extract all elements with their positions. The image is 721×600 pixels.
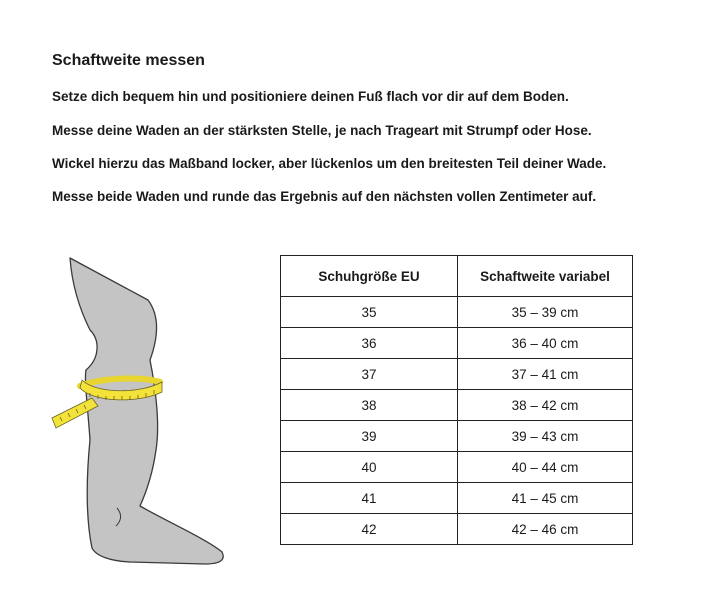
header-shaft-width: Schaftweite variabel [458, 256, 633, 297]
shoe-size-cell: 38 [281, 390, 458, 421]
shaft-width-cell: 36 – 40 cm [458, 328, 633, 359]
header-shoe-size: Schuhgröße EU [281, 256, 458, 297]
shoe-size-cell: 35 [281, 297, 458, 328]
leg-with-measuring-tape-icon [40, 250, 240, 570]
instruction-4: Messe beide Waden und runde das Ergebnis auf den nächsten vollen Zentimeter auf. [52, 189, 597, 204]
shoe-size-cell: 36 [281, 328, 458, 359]
shaft-width-cell: 40 – 44 cm [458, 452, 633, 483]
table-row [281, 421, 633, 452]
page-title: Schaftweite messen [52, 52, 205, 69]
table-row [281, 359, 633, 390]
shaft-width-cell: 38 – 42 cm [458, 390, 633, 421]
table-header-row [281, 256, 633, 297]
shoe-size-cell: 39 [281, 421, 458, 452]
leg-silhouette [70, 258, 223, 564]
table-row [281, 483, 633, 514]
instruction-2: Messe deine Waden an der stärksten Stelle, je nach Trageart mit Strumpf oder Hose. [52, 123, 592, 138]
instruction-3: Wickel hierzu das Maßband locker, aber lückenlos um den breitesten Teil deiner Wade. [52, 156, 607, 171]
shoe-size-cell: 42 [281, 514, 458, 545]
shoe-size-cell: 37 [281, 359, 458, 390]
shoe-size-cell: 41 [281, 483, 458, 514]
instruction-1: Setze dich bequem hin und positioniere deinen Fuß flach vor dir auf dem Boden. [52, 89, 569, 104]
shaft-width-cell: 41 – 45 cm [458, 483, 633, 514]
size-table [280, 255, 633, 545]
shaft-width-cell: 39 – 43 cm [458, 421, 633, 452]
table-row [281, 390, 633, 421]
shaft-width-cell: 35 – 39 cm [458, 297, 633, 328]
table-row [281, 328, 633, 359]
shoe-size-cell: 40 [281, 452, 458, 483]
shaft-width-cell: 37 – 41 cm [458, 359, 633, 390]
shaft-width-cell: 42 – 46 cm [458, 514, 633, 545]
table-row [281, 297, 633, 328]
table-row [281, 452, 633, 483]
table-row [281, 514, 633, 545]
